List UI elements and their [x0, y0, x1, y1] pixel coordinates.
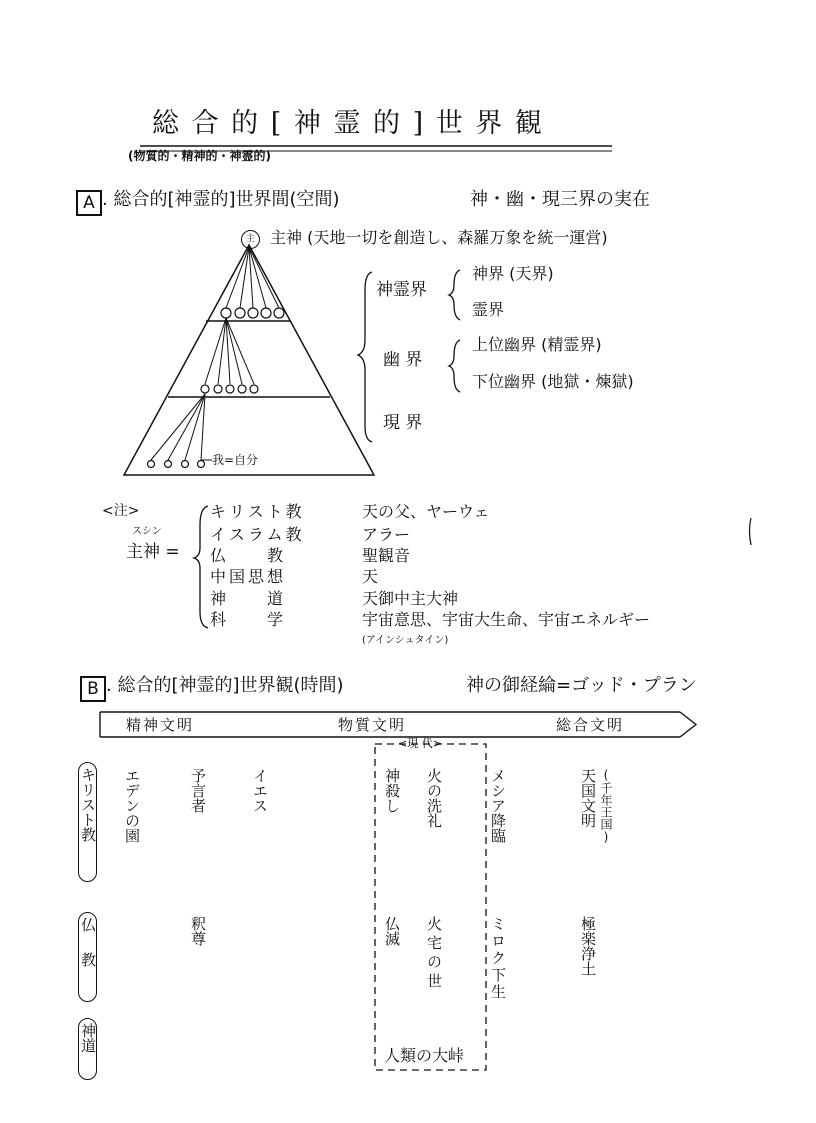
event-fire-baptism: 火の洗礼	[425, 768, 443, 828]
event-eden: エデンの園	[123, 768, 141, 843]
notes-deity: 聖観音	[362, 546, 411, 565]
era-integrated: 総合文明	[556, 716, 625, 734]
page-subtitle: (物質的・精神的・神霊的)	[128, 149, 271, 163]
event-shakyamuni: 釈尊	[189, 916, 207, 946]
section-b-heading: . 総合的[神霊的]世界観(時間)	[106, 675, 344, 696]
era-material: 物質文明	[338, 716, 407, 734]
event-deicide: 神殺し	[383, 768, 401, 813]
realm-kai: 下位幽界 (地獄・煉獄)	[472, 372, 634, 391]
science-note: (アインシュタイン)	[362, 635, 449, 646]
section-a-marker: A	[76, 190, 102, 216]
era-spiritual: 精神文明	[126, 716, 195, 734]
notes-religion: イスラム教	[210, 525, 305, 544]
religion-label-buddhism: 仏教	[78, 912, 97, 1002]
notes-deity: アラー	[362, 525, 411, 544]
event-miroku: ミロク下生	[489, 916, 507, 1001]
event-buddha-death: 仏滅	[383, 916, 401, 946]
present-label: <現 代>	[398, 737, 442, 750]
section-a-heading: . 総合的[神霊的]世界間(空間)	[102, 189, 340, 210]
pyramid-outline	[124, 245, 374, 475]
notes-religion: 科 学	[210, 610, 287, 629]
religion-label-shinto: 神道	[78, 1018, 97, 1080]
event-prophets: 予言者	[189, 768, 207, 813]
notes-religion: 神 道	[210, 589, 287, 608]
realm-genkai: 現 界	[383, 413, 423, 433]
event-pure-land: 極楽浄土	[579, 916, 597, 976]
realm-reikai: 霊界	[472, 300, 505, 319]
notes-deity: 天の父、ヤーウェ	[362, 502, 490, 521]
section-b-marker: B	[80, 676, 106, 702]
realm-joui: 上位幽界 (精霊界)	[472, 335, 602, 354]
notes-religion: 中国思想	[210, 567, 287, 586]
notes-shushin: 主神 =	[126, 542, 180, 562]
realm-yukai: 幽 界	[383, 350, 423, 370]
notes-religion: キリスト教	[210, 502, 305, 521]
page-title: 総 合 的 [ 神 霊 的 ] 世 界 観	[152, 108, 544, 139]
notes-deity: 宇宙意思、宇宙大生命、宇宙エネルギー	[362, 610, 651, 629]
notes-label: <注>	[102, 503, 140, 519]
event-heaven-civ: 天国文明	[579, 768, 597, 828]
notes-deity: 天御中主大神	[362, 589, 459, 608]
event-messiah: メシア降臨	[489, 768, 507, 843]
self-label: 我=自分	[212, 453, 259, 467]
notes-deity: 天	[362, 567, 379, 586]
realm-shinkai: 神界 (天界)	[472, 264, 554, 283]
religion-label-christianity: キリスト教	[78, 762, 97, 882]
notes-religion: 仏 教	[210, 546, 287, 565]
section-a-subheading: 神・幽・現三界の実在	[470, 189, 650, 210]
event-millennium: (千年王国)	[599, 768, 613, 844]
apex-symbol: 主	[241, 230, 260, 249]
section-b-subheading: 神の御経綸=ゴッド・プラン	[466, 675, 697, 696]
notes-furigana: スシン	[132, 526, 162, 537]
event-jesus: イエス	[251, 768, 269, 813]
crisis-label: 人類の大峠	[384, 1046, 465, 1065]
apex-label: 主神 (天地一切を創造し、森羅万象を統一運営)	[270, 228, 608, 247]
realm-shinrei: 神霊界	[376, 280, 427, 300]
event-burning-house: 火宅の世	[425, 916, 443, 992]
